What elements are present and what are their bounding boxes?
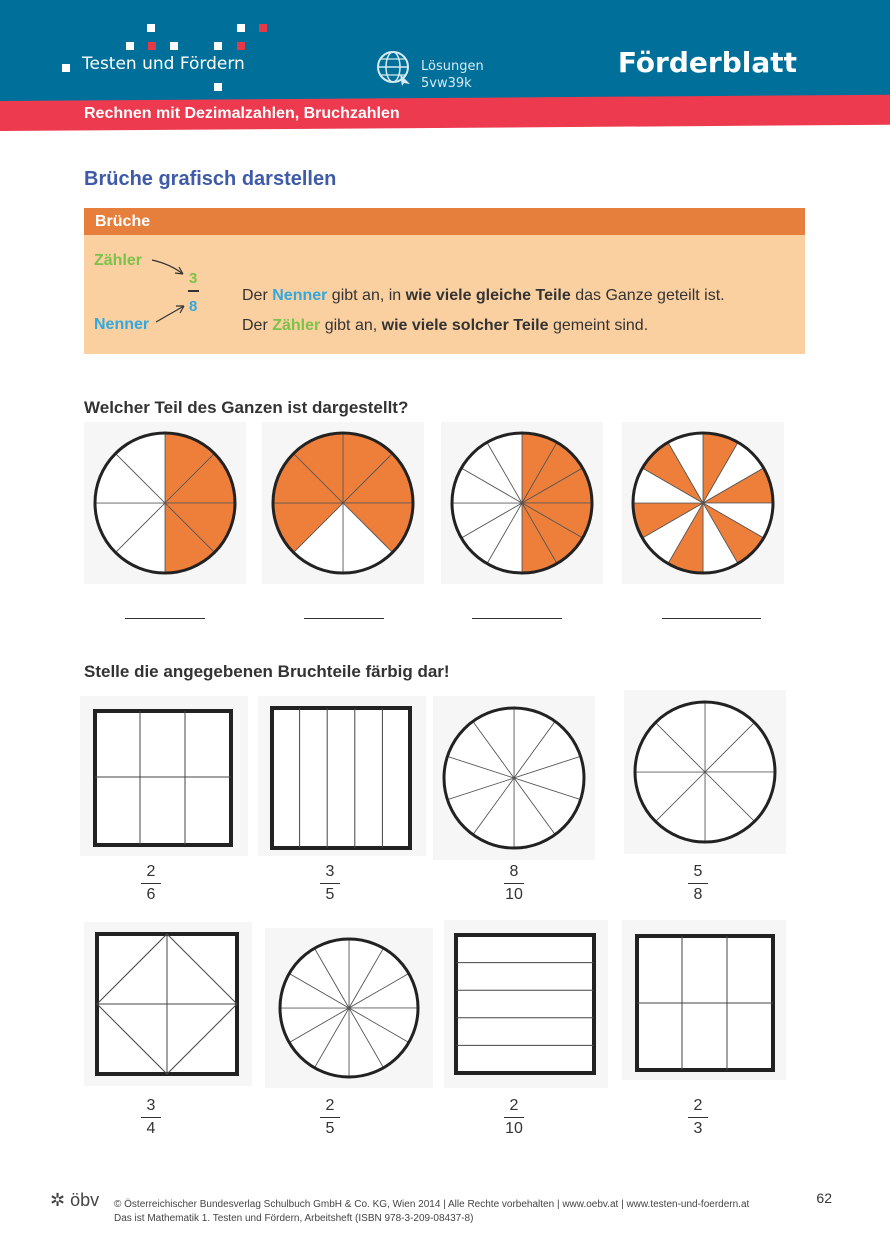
info-box-header — [84, 208, 805, 235]
grid-square-6-parts-b[interactable] — [622, 920, 786, 1080]
answer-line[interactable] — [472, 618, 562, 619]
publisher-logo: ✲ öbv — [50, 1190, 100, 1210]
answer-line[interactable] — [125, 618, 205, 619]
shaded-circle-2 — [262, 422, 424, 584]
nenner-label: Nenner — [94, 316, 150, 333]
fraction-label: 2 5 — [310, 1097, 350, 1138]
grid-square-6-parts[interactable] — [80, 696, 248, 856]
question-heading: Welcher Teil des Ganzen ist dargestellt? — [84, 398, 409, 417]
zaehler-label: Zähler — [94, 252, 143, 269]
logo-square — [62, 64, 70, 72]
logo-square — [170, 42, 178, 50]
logo-square — [214, 42, 222, 50]
stripes-square-5-parts[interactable] — [444, 920, 608, 1088]
logo-square — [214, 83, 222, 91]
answer-line[interactable] — [662, 618, 761, 619]
shaded-circle-3 — [441, 422, 603, 584]
solutions-label: Lösungen — [421, 59, 484, 74]
zaehler-explanation: Der Zähler gibt an, wie viele solcher Teile gemeint sind. — [242, 317, 649, 334]
fraction-label: 5 8 — [678, 863, 718, 904]
logo-square — [147, 24, 155, 32]
nenner-explanation: Der Nenner gibt an, in wie viele gleiche Teile das Ganze geteilt ist. — [242, 287, 725, 304]
fraction-bar — [188, 290, 199, 292]
topic-title: Rechnen mit Dezimalzahlen, Bruchzahlen — [84, 105, 400, 122]
sheet-type: Förderblatt — [617, 46, 797, 79]
logo-square — [259, 24, 267, 32]
logo-square — [237, 24, 245, 32]
example-denominator: 8 — [189, 298, 198, 315]
solutions-code: 5vw39k — [421, 76, 472, 91]
circle-8-parts[interactable] — [624, 690, 786, 854]
logo-text: Testen und Fördern — [82, 54, 245, 74]
logo-square — [237, 42, 245, 50]
answer-line[interactable] — [304, 618, 384, 619]
circle-12-parts[interactable] — [265, 928, 433, 1088]
info-box-heading: Brüche — [95, 213, 151, 230]
globe-icon[interactable] — [376, 50, 414, 88]
page-title: Brüche grafisch darstellen — [84, 168, 337, 190]
fraction-label: 2 6 — [131, 863, 171, 904]
arrow-icons — [150, 254, 190, 326]
fraction-label: 2 10 — [505, 1097, 523, 1137]
fraction-label: 3 4 — [131, 1097, 171, 1138]
example-numerator: 3 — [189, 270, 198, 287]
shaded-circle-4 — [622, 422, 784, 584]
fraction-label: 8 10 — [505, 863, 523, 903]
fraction-label: 3 5 — [310, 863, 350, 904]
instruction-heading: Stelle die angegebenen Bruchteile färbig dar! — [84, 662, 450, 681]
logo-square — [126, 42, 134, 50]
strip-square-5-parts[interactable] — [258, 696, 426, 856]
shaded-circle-1 — [84, 422, 246, 584]
diamond-square-8-parts[interactable] — [84, 922, 252, 1086]
fraction-label: 2 3 — [678, 1097, 718, 1138]
circle-10-parts[interactable] — [433, 696, 595, 860]
logo-square — [148, 42, 156, 50]
copyright: © Österreichischer Bundesverlag Schulbuch GmbH & Co. KG, Wien 2014 | Alle Rechte vorbehalten | www.oebv.at | www.testen-und-foerdern.at Das ist Mathematik 1. Testen und Fördern, Arbeitsheft (ISBN 978-3-209-08437-8) — [114, 1199, 750, 1224]
page-number: 62 — [816, 1190, 832, 1206]
solutions-link[interactable] — [421, 58, 484, 92]
